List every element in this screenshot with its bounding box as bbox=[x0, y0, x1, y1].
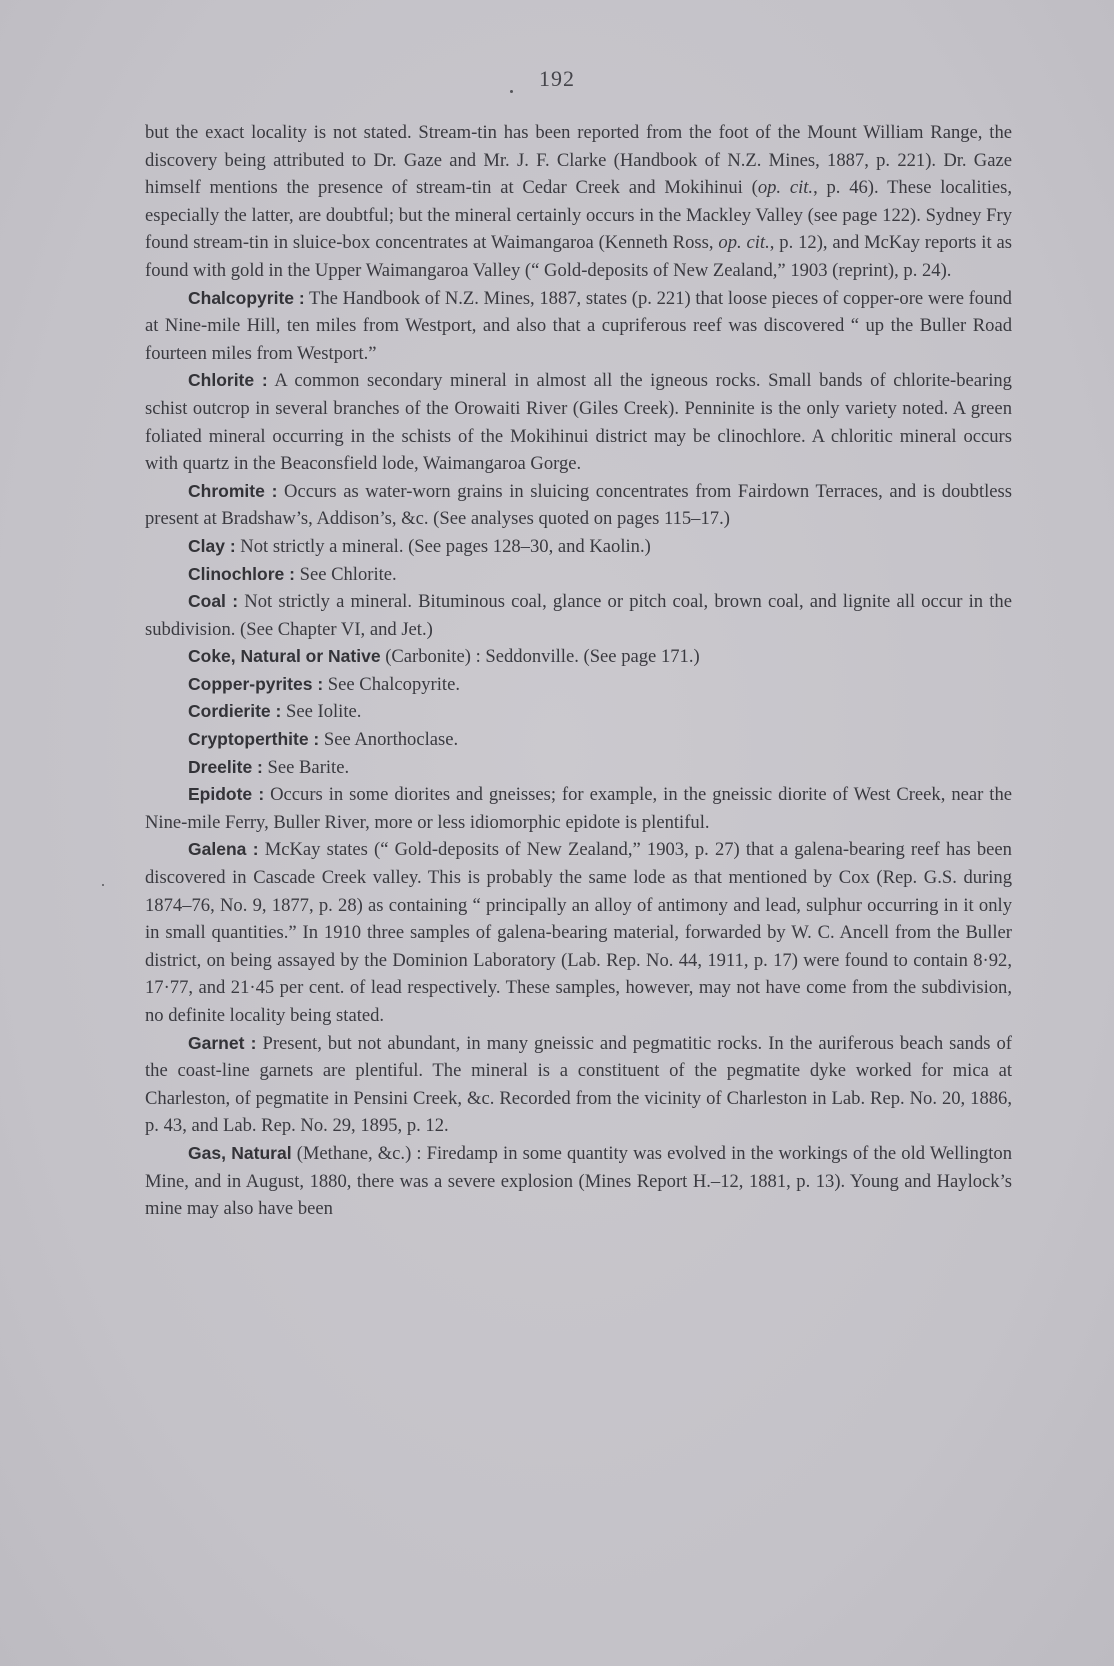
entry-clinochlore bbox=[145, 561, 1012, 589]
entry-heading: Cordierite : bbox=[188, 701, 282, 722]
entry-body: See Iolite. bbox=[281, 701, 362, 723]
entry-cryptoperthite bbox=[145, 726, 1012, 754]
entry-body: Occurs in some diorites and gneisses; for example, in the gneissic diorite of West Creek, near the Nine-mile Ferry, Buller River, more or less idiomorphic epidote is plentiful. bbox=[145, 784, 1012, 833]
entry-body: Not strictly a mineral. Bituminous coal, glance or pitch coal, brown coal, and lignite all occur in the subdivision. (See Chapter VI, and Jet.) bbox=[145, 591, 1012, 640]
entry-body: See Chalcopyrite. bbox=[323, 673, 460, 695]
body-text bbox=[145, 119, 1012, 1223]
entry-chlorite bbox=[145, 367, 1012, 477]
entry-body: Occurs as water-worn grains in sluicing concentrates from Fairdown Terraces, and is doubtless present at Bradshaw’s, Addison’s, &c. (See analyses quoted on pages 115–17.) bbox=[145, 480, 1012, 530]
entry-heading: Epidote : bbox=[188, 784, 265, 805]
scan-speck bbox=[102, 884, 104, 886]
entry-body: See Barite. bbox=[262, 756, 350, 778]
entry-dreelite bbox=[145, 754, 1012, 782]
entry-chalcopyrite bbox=[145, 285, 1012, 368]
citation-italic: op. cit. bbox=[757, 177, 814, 199]
entry-heading: Dreelite : bbox=[188, 756, 263, 777]
entry-body: See Chlorite. bbox=[294, 563, 397, 585]
entry-cordierite bbox=[145, 698, 1012, 726]
entry-clay bbox=[145, 533, 1012, 561]
entry-coke bbox=[145, 643, 1012, 671]
entry-chromite bbox=[145, 478, 1012, 533]
entry-heading: Gas, Natural bbox=[188, 1142, 292, 1163]
entry-heading: Chromite : bbox=[188, 480, 278, 501]
paragraph-text: but the exact locality is not stated. Stream-tin has been reported from the foot of the Mount William Range, the discovery being attributed to Dr. Gaze and Mr. J. F. Clarke (Handbook of N.Z. Mines, 1887, p. 221). Dr. Gaze himself mentions the presence of stream-tin at Cedar Creek and Mokihinui ( bbox=[145, 122, 1012, 199]
entry-heading: Coal : bbox=[188, 591, 239, 612]
citation-italic: op. cit. bbox=[718, 232, 770, 254]
paragraph-text: , p. 12), and McKay reports it as found with gold in the Upper Waimangaroa Valley (“ Gold-deposits of New Zealand,” 1903 (reprint), p. 24). bbox=[145, 232, 1013, 281]
entry-body: A common secondary mineral in almost all the igneous rocks. Small bands of chlorite-bearing schist outcrop in several branches of the Orowaiti River (Giles Creek). Penninite is the only variety noted. A green foliated mineral occurring in the schists of the Mokihinui district may be clinochlore. A chloritic mineral occurs with quartz in the Beaconsfield lode, Waimangaroa Gorge. bbox=[145, 370, 1012, 475]
entry-heading: Copper-pyrites : bbox=[188, 673, 324, 694]
entry-heading: Clinochlore : bbox=[188, 563, 295, 584]
entry-body: (Methane, &c.) : Firedamp in some quantity was evolved in the workings of the old Wellington Mine, and in August, 1880, there was a severe explosion (Mines Report H.–12, 1881, p. 13). Young and Haylock’s mine may also have been bbox=[145, 1142, 1012, 1220]
entry-heading: Cryptoperthite : bbox=[188, 729, 320, 750]
entry-coal bbox=[145, 588, 1012, 643]
page-number: 192 bbox=[539, 66, 575, 91]
entry-heading: Garnet : bbox=[188, 1032, 257, 1053]
entry-galena bbox=[145, 836, 1012, 1029]
entry-body: The Handbook of N.Z. Mines, 1887, states (p. 221) that loose pieces of copper-ore were found at Nine-mile Hill, ten miles from Westport, and also that a cupriferous reef was discovered “ up the Buller Road fourteen miles from Westport.” bbox=[145, 287, 1012, 364]
entry-gas-natural bbox=[145, 1140, 1012, 1223]
entry-heading: Coke, Natural or Native bbox=[188, 646, 381, 667]
entry-body: Not strictly a mineral. (See pages 128–30, and Kaolin.) bbox=[235, 535, 651, 557]
entry-garnet bbox=[145, 1030, 1012, 1140]
entry-epidote bbox=[145, 781, 1012, 836]
entry-body: Present, but not abundant, in many gneissic and pegmatitic rocks. In the auriferous beach sands of the coast-line garnets are plentiful. The mineral is a constituent of the pegmatite dyke worked for mica at Charleston, of pegmatite in Pensini Creek, &c. Recorded from the vicinity of Charleston in Lab. Rep. No. 20, 1886, p. 43, and Lab. Rep. No. 29, 1895, p. 12. bbox=[145, 1032, 1012, 1137]
paragraph-text: , p. 46). These localities, especially the latter, are doubtful; but the mineral certainly occurs in the Mackley Valley (see page 122). Sydney Fry found stream-tin in sluice-box concentrates at Waimangaroa (Kenneth Ross, bbox=[145, 177, 1013, 254]
entry-body: McKay states (“ Gold-deposits of New Zealand,” 1903, p. 27) that a galena-bearing reef has been discovered in Cascade Creek valley. This is probably the same lode as that mentioned by Cox (Rep. G.S. during 1874–76, No. 9, 1877, p. 28) as containing “ principally an alloy of antimony and lead, sulphur occurring in it only in small quantities.” In 1910 three samples of galena-bearing material, forwarded by W. C. Ancell from the Buller district, on being assayed by the Dominion Laboratory (Lab. Rep. No. 44, 1911, p. 17) were found to contain 8·92, 17·77, and 21·45 per cent. of lead respectively. These samples, however, may not have come from the subdivision, no definite locality being stated. bbox=[145, 839, 1012, 1026]
entry-heading: Clay : bbox=[188, 535, 236, 556]
continuation-paragraph bbox=[145, 119, 1012, 285]
scan-speck bbox=[510, 90, 513, 93]
entry-body: (Carbonite) : Seddonville. (See page 171.) bbox=[380, 646, 700, 668]
entry-heading: Galena : bbox=[188, 839, 259, 860]
entry-copper-pyrites bbox=[145, 671, 1012, 699]
entry-body: See Anorthoclase. bbox=[319, 729, 459, 751]
entry-heading: Chlorite : bbox=[188, 370, 268, 391]
entry-heading: Chalcopyrite : bbox=[188, 287, 305, 308]
